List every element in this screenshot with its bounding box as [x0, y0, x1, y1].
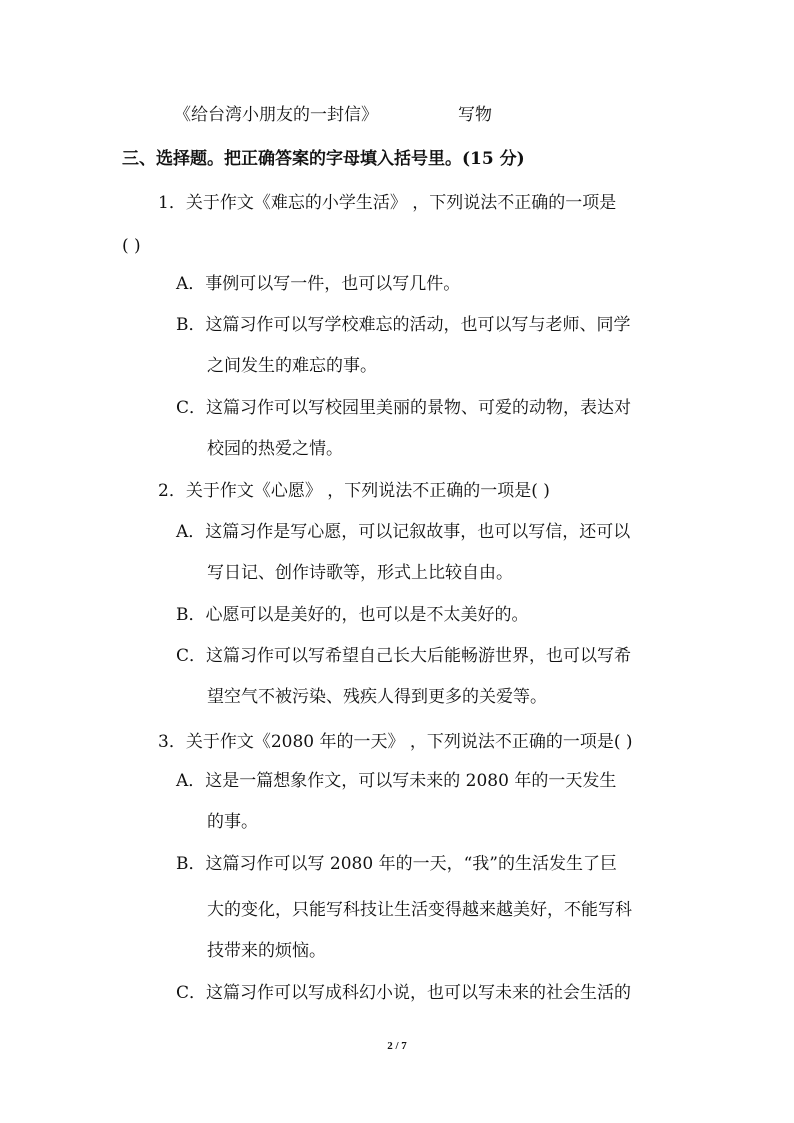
- question-1-option-c: C．这篇习作可以写校园里美丽的景物、可爱的动物，表达对: [176, 398, 632, 418]
- question-3-option-a-cont: 的事。: [207, 812, 258, 832]
- question-1-stem: 1．关于作文《难忘的小学生活》 ，下列说法不正确的一项是: [158, 193, 617, 213]
- question-2-option-a-cont: 写日记、创作诗歌等，形式上比较自由。: [207, 563, 513, 583]
- question-1-option-a: A．事例可以写一件，也可以写几件。: [176, 274, 461, 294]
- question-2-option-c: C．这篇习作可以写希望自己长大后能畅游世界，也可以写希: [176, 646, 632, 666]
- question-1-option-c-cont: 校园的热爱之情。: [207, 439, 343, 459]
- question-2-option-c-cont: 望空气不被污染、残疾人得到更多的关爱等。: [207, 687, 547, 707]
- question-2-option-a: A．这篇习作是写心愿，可以记叙故事，也可以写信，还可以: [176, 522, 631, 542]
- question-3-option-b-cont: 大的变化，只能写科技让生活变得越来越美好，不能写科: [207, 900, 632, 920]
- question-3-option-c: C．这篇习作可以写成科幻小说，也可以写未来的社会生活的: [176, 983, 632, 1003]
- question-1-option-b-cont: 之间发生的难忘的事。: [207, 356, 377, 376]
- letter-category: 写物: [458, 105, 492, 125]
- question-3-option-b-cont-2: 技带来的烦恼。: [207, 941, 326, 961]
- question-3-option-b: B．这篇习作可以写 2080 年的一天，“我”的生活发生了巨: [176, 854, 617, 874]
- question-2-option-b: B．心愿可以是美好的，也可以是不太美好的。: [176, 605, 529, 625]
- question-3-stem: 3．关于作文《2080 年的一天》 ，下列说法不正确的一项是( ): [158, 732, 633, 752]
- question-2-stem: 2．关于作文《心愿》 ，下列说法不正确的一项是( ): [158, 481, 550, 501]
- question-1-option-b: B．这篇习作可以写学校难忘的活动，也可以写与老师、同学: [176, 315, 631, 335]
- question-1-answer-bracket: ( ): [122, 236, 141, 256]
- question-3-option-a: A．这是一篇想象作文，可以写未来的 2080 年的一天发生: [176, 771, 617, 791]
- page-number: 2 / 7: [387, 1040, 407, 1052]
- section-heading: 三、选择题。把正确答案的字母填入括号里。(15 分): [122, 149, 525, 169]
- letter-title: 《给台湾小朋友的一封信》: [174, 105, 378, 125]
